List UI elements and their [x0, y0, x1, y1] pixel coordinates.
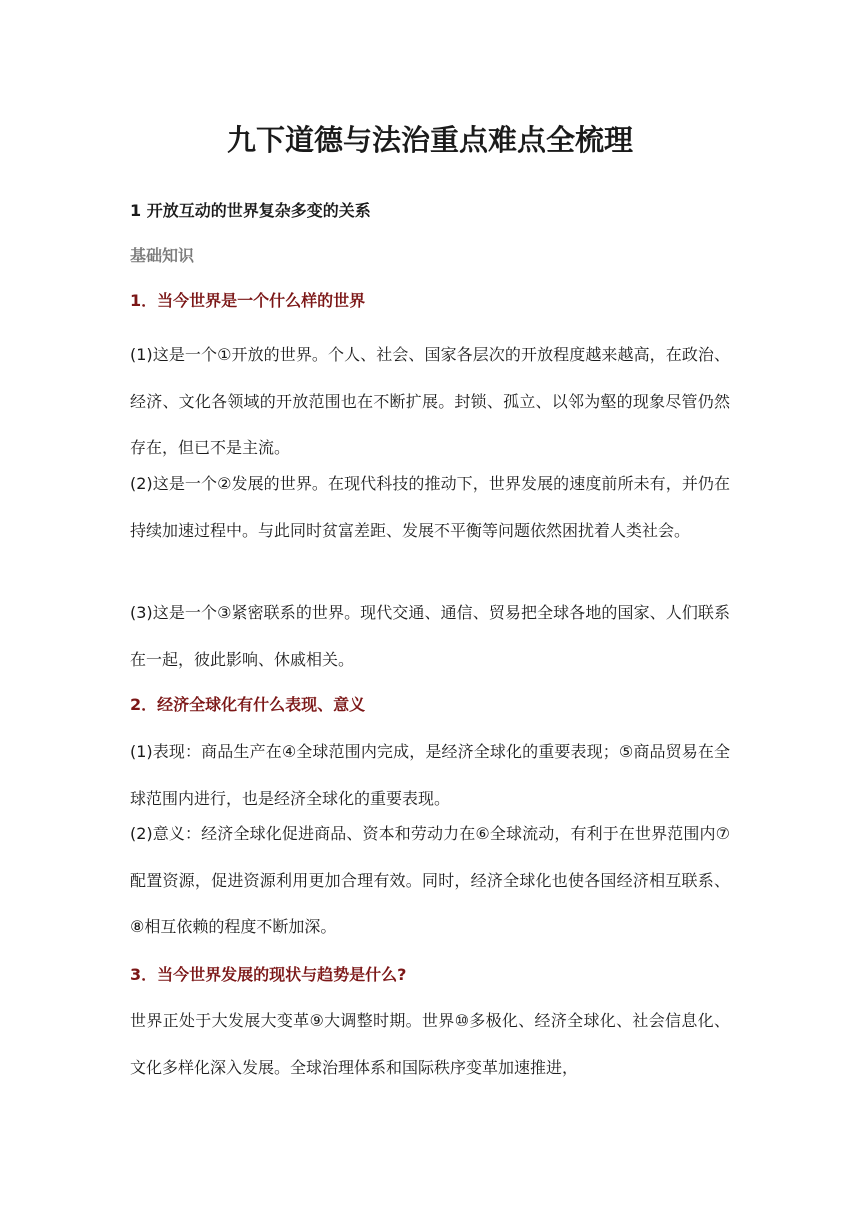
paragraph-4: (1)表现：商品生产在④全球范围内完成，是经济全球化的重要表现；⑤商品贸易在全球范围内进行，也是经济全球化的重要表现。: [130, 742, 730, 808]
document-title: 九下道德与法治重点难点全梳理: [226, 123, 633, 157]
question-heading-3: 3．当今世界发展的现状与趋势是什么?: [130, 965, 407, 984]
paragraph-2: (2)这是一个②发展的世界。在现代科技的推动下，世界发展的速度前所未有，并仍在持续加速过程中。与此同时贫富差距、发展不平衡等问题依然困扰着人类社会。: [130, 474, 730, 540]
question-heading-2: 2．经济全球化有什么表现、意义: [130, 695, 366, 714]
paragraph-5: (2)意义：经济全球化促进商品、资本和劳动力在⑥全球流动，有利于在世界范围内⑦配置资源，促进资源利用更加合理有效。同时，经济全球化也使各国经济相互联系、⑧相互依赖的程度不断加深。: [130, 824, 730, 936]
sub-section-label: 基础知识: [130, 246, 195, 265]
paragraph-6: 世界正处于大发展大变革⑨大调整时期。世界⑩多极化、经济全球化、社会信息化、文化多样化深入发展。全球治理体系和国际秩序变革加速推进，: [130, 1011, 730, 1077]
paragraph-1: (1)这是一个①开放的世界。个人、社会、国家各层次的开放程度越来越高，在政治、经济、文化各领域的开放范围也在不断扩展。封锁、孤立、以邻为壑的现象尽管仍然存在，但已不是主流。: [130, 345, 730, 457]
question-heading-1: 1．当今世界是一个什么样的世界: [130, 291, 366, 310]
paragraph-3: (3)这是一个③紧密联系的世界。现代交通、通信、贸易把全球各地的国家、人们联系在一起，彼此影响、休戚相关。: [130, 603, 730, 669]
section-heading: 1 开放互动的世界复杂多变的关系: [130, 201, 371, 220]
